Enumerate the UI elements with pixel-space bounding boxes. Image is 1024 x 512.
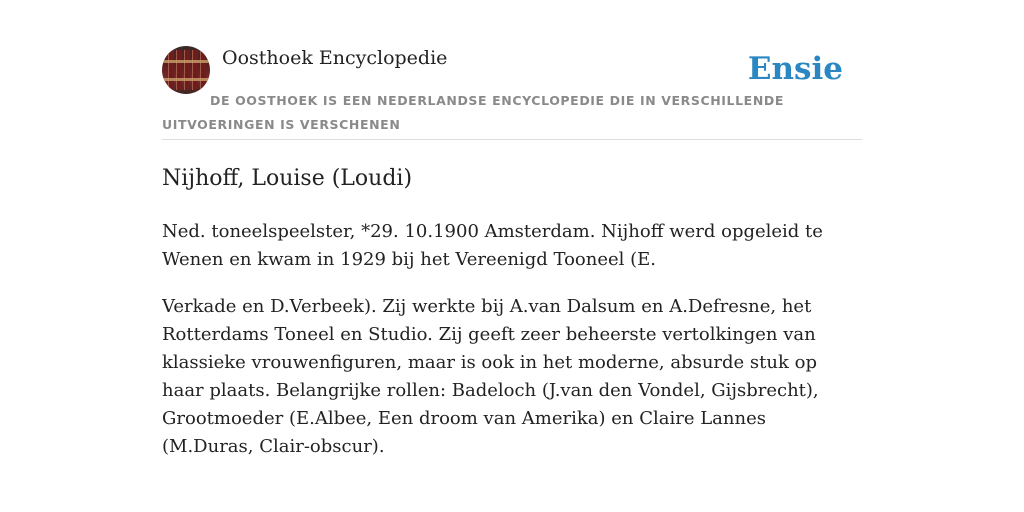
encyclopedia-books-icon[interactable] (162, 46, 210, 94)
article-paragraph: Verkade en D.Verbeek). Zij werkte bij A.van Dalsum en A.Defresne, het Rotterdams Toneel en Studio. Zij geeft zeer beheerste vertolkingen van klassieke vrouwenfiguren, maar is ook in het moderne, absurde stuk op haar plaats. Belangrijke rollen: Badeloch (J.van den Vondel, Gijsbrecht), Grootmoeder (E.Albee, Een droom van Amerika) en Claire Lannes (M.Duras, Clair-obscur). (162, 296, 819, 457)
site-tagline: DE OOSTHOEK IS EEN NEDERLANDSE ENCYCLOPEDIE DIE IN VERSCHILLENDE UITVOERINGEN IS VERSCHENEN (162, 93, 784, 132)
site-name[interactable]: Oosthoek Encyclopedie (222, 47, 448, 69)
article-title: Nijhoff, Louise (Loudi) (162, 166, 413, 191)
brand-logo[interactable]: Ensie (747, 51, 843, 87)
site-header (162, 46, 862, 140)
article-body (162, 218, 862, 480)
article-card (162, 46, 862, 457)
article-paragraph: Ned. toneelspeelster, *29. 10.1900 Amsterdam. Nijhoff werd opgeleid te Wenen en kwam in 1929 bij het Vereenigd Tooneel (E. (162, 221, 823, 270)
